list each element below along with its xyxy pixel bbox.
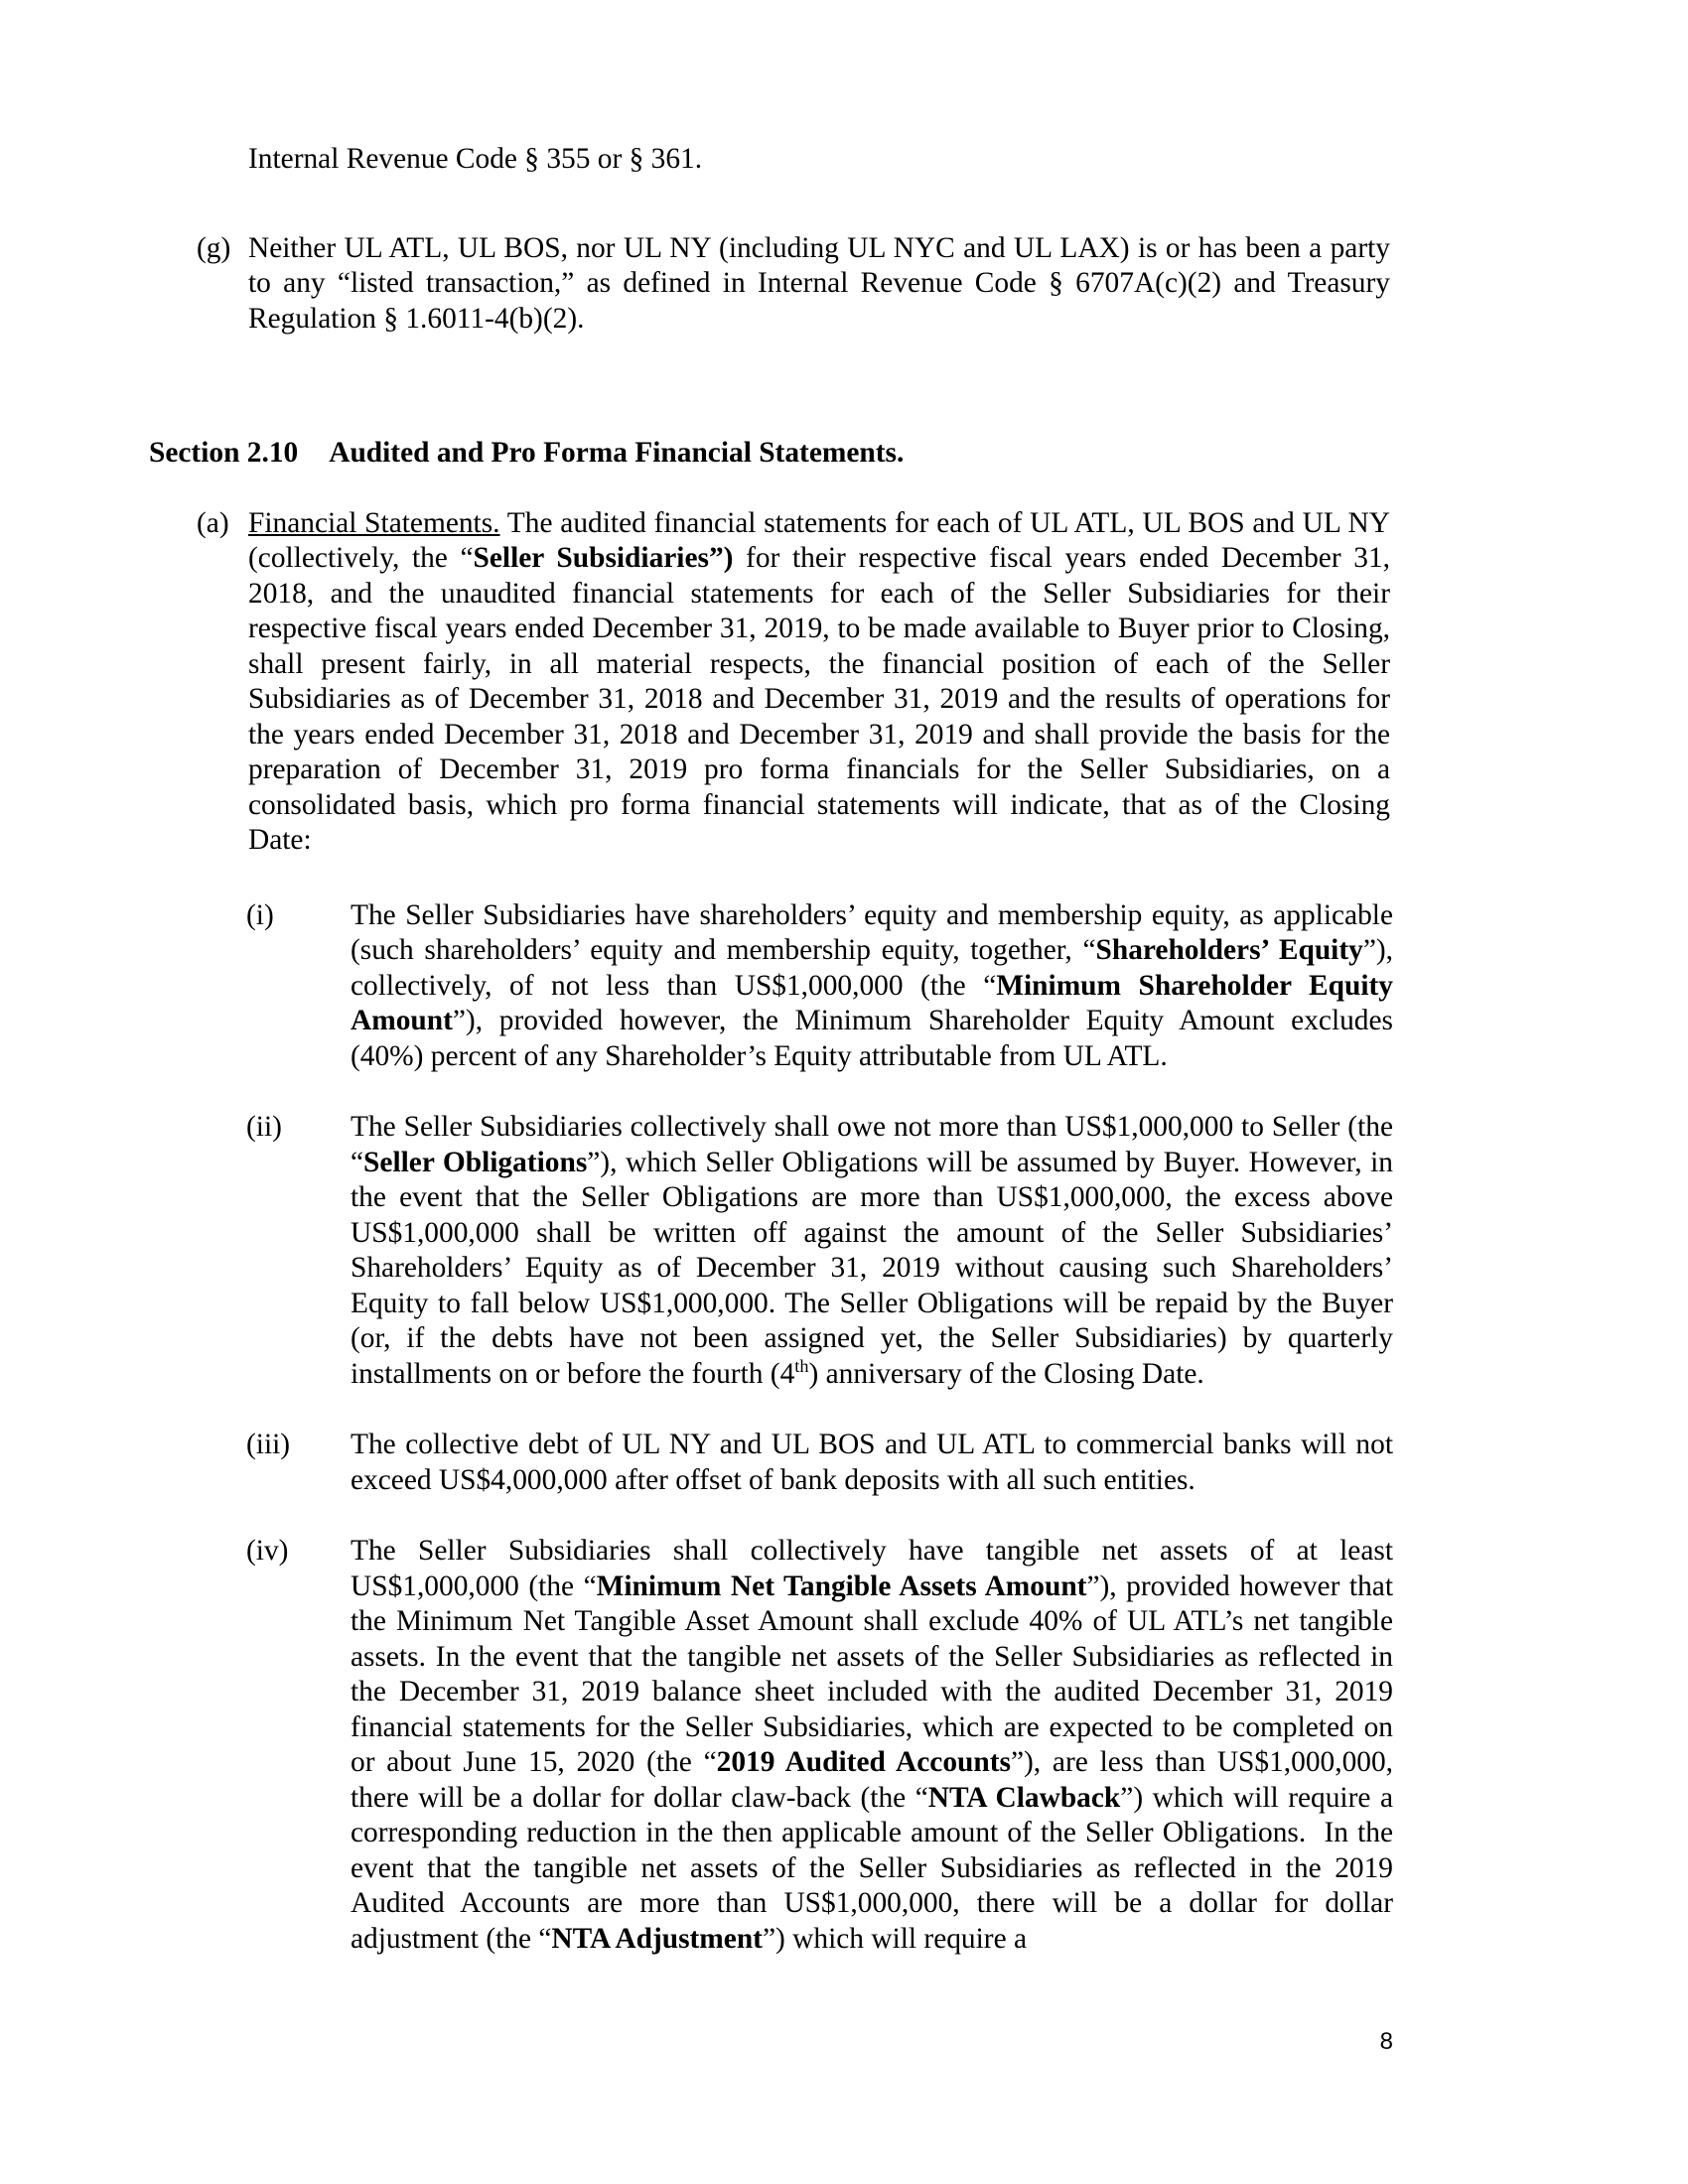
continuation-line: Internal Revenue Code § 355 or § 361. <box>248 143 703 175</box>
subclause-i-label: (i) <box>246 898 274 931</box>
page-number: 8 <box>1379 2028 1393 2055</box>
subclause-iv <box>246 1534 1393 1957</box>
clause-a-text: Financial Statements. The audited financial statements for each of UL ATL, UL BOS and UL NY (collectively, the “Seller Subsidiaries”) for their respective fiscal years ended December 31, 2018, and the unaudited financial statements for each of the Seller Subsidiaries for their respective fiscal years ended December 31, 2019, to be made available to Buyer prior to Closing, shall present fairly, in all material respects, the financial position of each of the Seller Subsidiaries as of December 31, 2018 and December 31, 2019 and the results of operations for the years ended December 31, 2018 and December 31, 2019 and shall provide the basis for the preparation of December 31, 2019 pro forma financials for the Seller Subsidiaries, on a consolidated basis, which pro forma financial statements will indicate, that as of the Closing Date: <box>248 506 1391 856</box>
section-number: Section 2.10 <box>149 437 299 469</box>
subclause-ii-label: (ii) <box>246 1111 282 1143</box>
subclause-i <box>246 898 1393 1075</box>
clause-g <box>197 231 1390 338</box>
section-title: Audited and Pro Forma Financial Statements. <box>329 437 905 469</box>
clause-g-text: Neither UL ATL, UL BOS, nor UL NY (including UL NYC and UL LAX) is or has been a party to any “listed transaction,” as defined in Internal Revenue Code § 6707A(c)(2) and Treasury Regulation § 1.6011-4(b)(2). <box>248 231 1390 335</box>
subclause-iii-label: (iii) <box>246 1429 291 1460</box>
section-heading <box>149 436 1390 472</box>
subclause-ii-text: The Seller Subsidiaries collectively shall owe not more than US$1,000,000 to Seller (the “Seller Obligations”), which Seller Obligations will be assumed by Buyer. However, in the event that the Seller Obligations are more than US$1,000,000, the excess above US$1,000,000 shall be written off against the amount of the Seller Subsidiaries’ Shareholders’ Equity as of December 31, 2019 without causing such Shareholders’ Equity to fall below US$1,000,000. The Seller Obligations will be repaid by the Buyer (or, if the debts have not been assigned yet, the Seller Subsidiaries) by quarterly installments on or before the fourth (4th) anniversary of the Closing Date. <box>351 1111 1394 1390</box>
subclause-ii <box>246 1110 1393 1392</box>
clause-a <box>197 506 1390 859</box>
subclause-iii <box>246 1428 1393 1498</box>
subclause-i-text: The Seller Subsidiaries have shareholders’ equity and membership equity, as applicable (such shareholders’ equity and membership equity, together, “Shareholders’ Equity”), collectively, of not less than US$1,000,000 (the “Minimum Shareholder Equity Amount”), provided however, the Minimum Shareholder Equity Amount excludes (40%) percent of any Shareholder’s Equity attributable from UL ATL. <box>351 898 1394 1072</box>
subclause-iii-text: The collective debt of UL NY and UL BOS and UL ATL to commercial banks will not exceed US$4,000,000 after offset of bank deposits with all such entities. <box>351 1429 1393 1496</box>
clause-a-label: (a) <box>197 506 229 539</box>
subclause-iv-text: The Seller Subsidiaries shall collectively have tangible net assets of at least US$1,000,000 (the “Minimum Net Tangible Assets Amount”), provided however that the Minimum Net Tangible Asset Amount shall exclude 40% of UL ATL’s net tangible assets. In the event that the tangible net assets of the Seller Subsidiaries as reflected in the December 31, 2019 balance sheet included with the audited December 31, 2019 financial statements for the Seller Subsidiaries, which are expected to be completed on or about June 15, 2020 (the “2019 Audited Accounts”), are less than US$1,000,000, there will be a dollar for dollar claw-back (the “NTA Clawback”) which will require a corresponding reduction in the then applicable amount of the Seller Obligations. In the event that the tangible net assets of the Seller Subsidiaries as reflected in the 2019 Audited Accounts are more than US$1,000,000, there will be a dollar for dollar adjustment (the “NTA Adjustment”) which will require a <box>351 1535 1394 1955</box>
clause-g-label: (g) <box>197 231 231 264</box>
subclause-iv-label: (iv) <box>246 1535 289 1567</box>
